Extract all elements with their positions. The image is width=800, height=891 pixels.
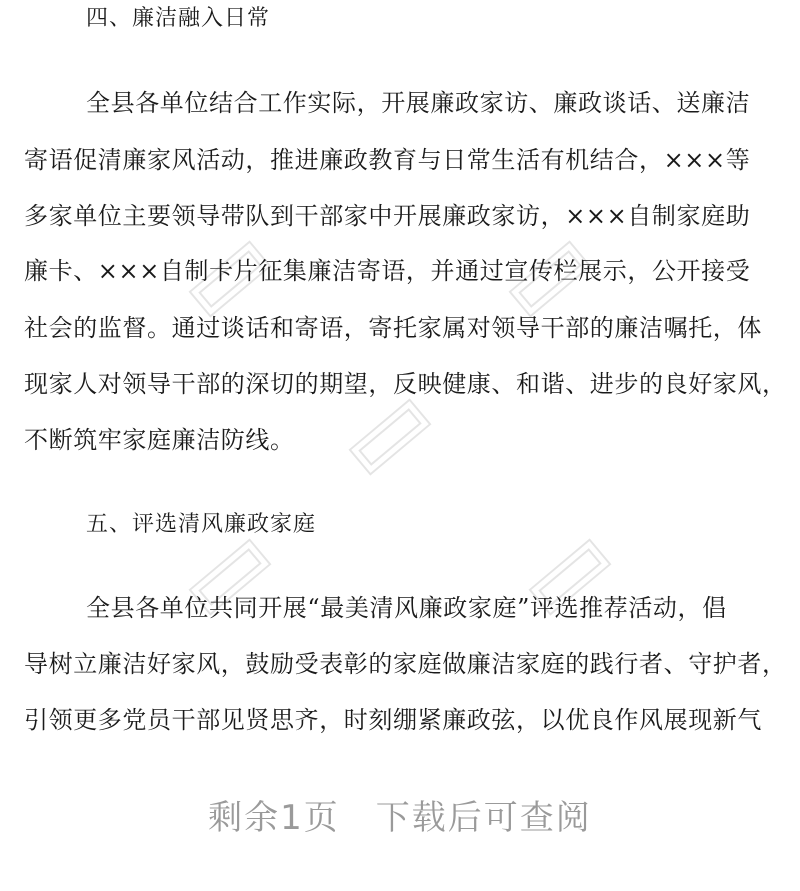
- paragraph-line: 多家单位主要领导带队到干部家中开展廉政家访，×××自制家庭助: [24, 202, 751, 230]
- paragraph-line: 廉卡、×××自制卡片征集廉洁寄语，并通过宣传栏展示，公开接受: [24, 257, 751, 285]
- paragraph-line: 社会的监督。通过谈话和寄语，寄托家属对领导干部的廉洁嘱托，体: [24, 314, 762, 342]
- paragraph-line: 全县各单位共同开展“最美清风廉政家庭”评选推荐活动，倡: [86, 594, 727, 622]
- section-heading-5: 五、评选清风廉政家庭: [86, 512, 317, 537]
- paragraph-line: 不断筑牢家庭廉洁防线。: [24, 426, 295, 454]
- watermark-logo: [348, 398, 431, 475]
- paragraph-line: 导树立廉洁好家风，鼓励受表彰的家庭做廉洁家庭的践行者、守护者，: [24, 650, 787, 678]
- remaining-pages-notice: 剩余1页 下载后可查阅: [208, 798, 592, 838]
- section-heading-4: 四、廉洁融入日常: [86, 6, 271, 31]
- paragraph-line: 全县各单位结合工作实际，开展廉政家访、廉政谈话、送廉洁: [86, 89, 751, 117]
- paragraph-line: 引领更多党员干部见贤思齐，时刻绷紧廉政弦，以优良作风展现新气: [24, 706, 762, 734]
- paragraph-line: 寄语促清廉家风活动，推进廉政教育与日常生活有机结合，×××等: [24, 146, 751, 174]
- paragraph-line: 现家人对领导干部的深切的期望，反映健康、和谐、进步的良好家风，: [24, 370, 787, 398]
